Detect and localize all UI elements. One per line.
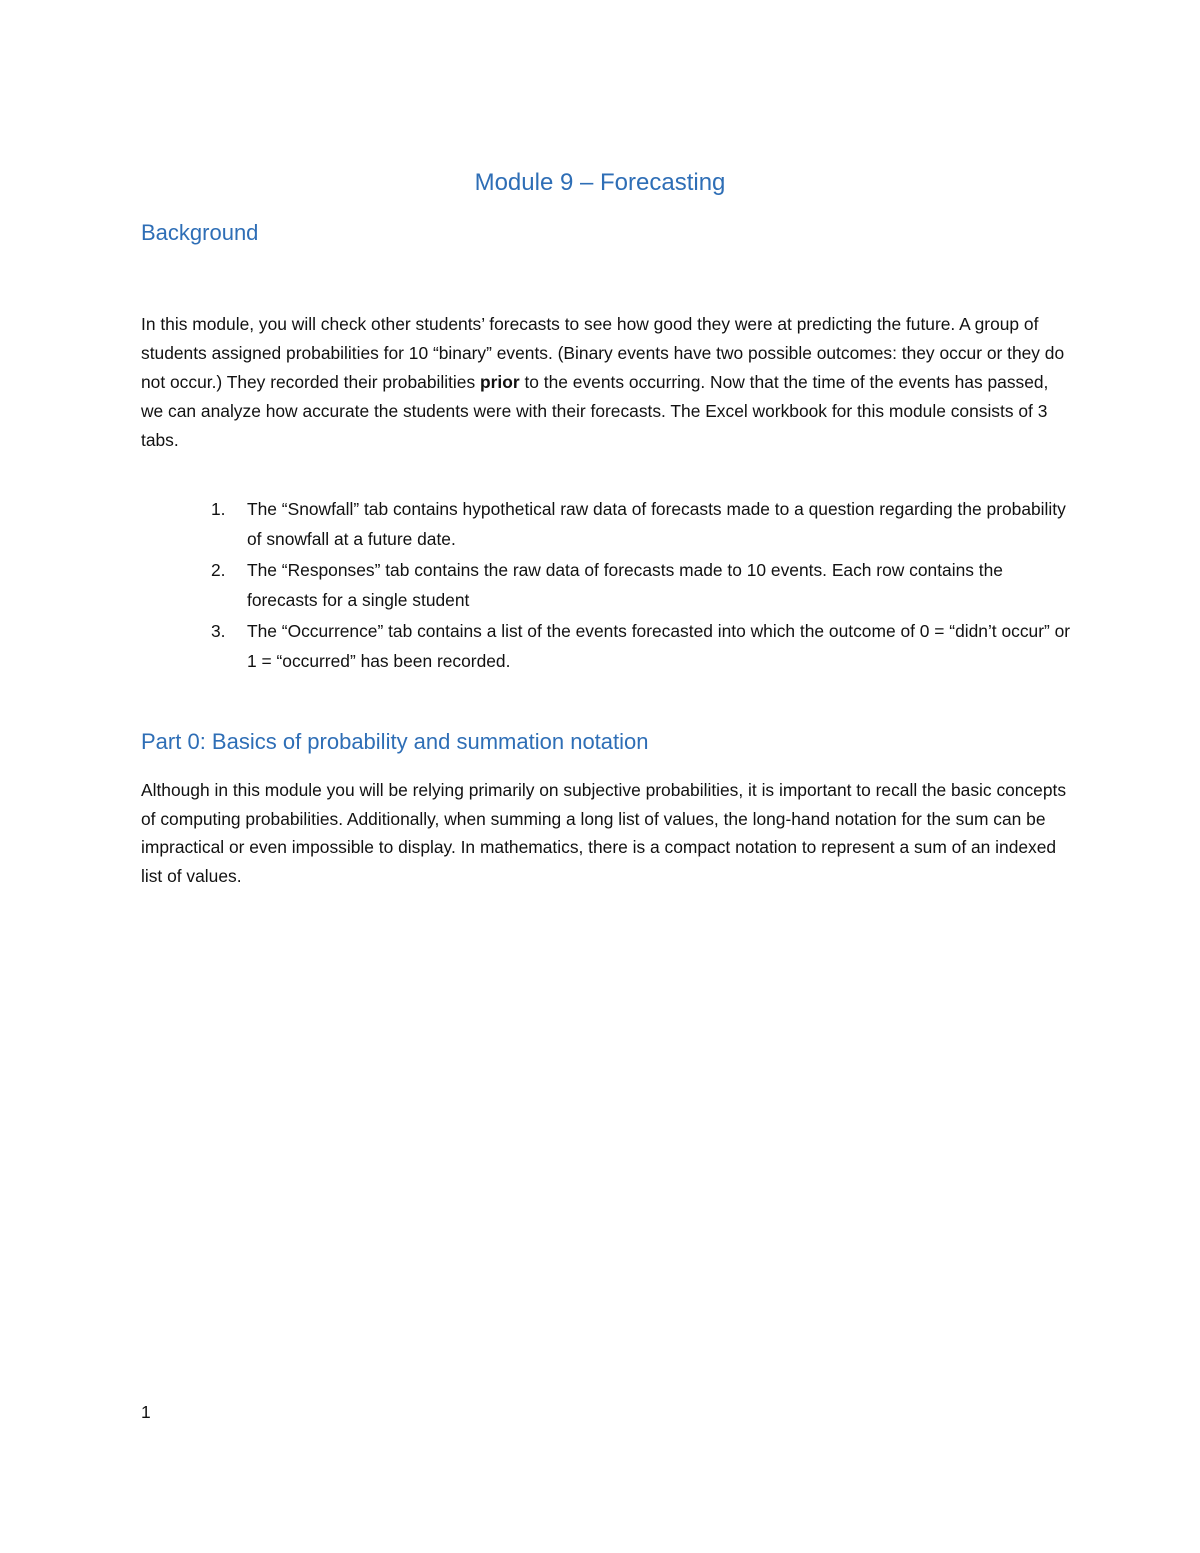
- background-heading: Background: [141, 220, 259, 245]
- list-item: [141, 555, 1071, 615]
- list-item-number: 2.: [211, 560, 226, 580]
- list-item-text: The “Responses” tab contains the raw data of forecasts made to 10 events. Each row contains the forecasts for a single student: [247, 560, 1003, 610]
- list-item-text: The “Occurrence” tab contains a list of the events forecasted into which the outcome of 0 = “didn’t occur” or 1 = “occurred” has been recorded.: [247, 621, 1071, 671]
- page-number: 1: [141, 1402, 151, 1422]
- list-item: [141, 494, 1071, 554]
- list-item-number: 1.: [211, 499, 226, 519]
- background-paragraph: [141, 310, 1071, 455]
- background-text-part2: to the events occurring. Now that the time of the events has passed, we can analyze how accurate the students were with their forecasts. The Excel workbook for this module consists of 3 tabs.: [141, 372, 1049, 450]
- list-item-number: 3.: [211, 621, 226, 641]
- list-item-text: The “Snowfall” tab contains hypothetical raw data of forecasts made to a question regarding the probability of snowfall at a future date.: [247, 499, 1066, 549]
- workbook-tabs-list: [141, 494, 1071, 677]
- background-text-part1: In this module, you will check other students’ forecasts to see how good they were at predicting the future. A group of students assigned probabilities for 10 “binary” events. (Binary events have two possible outcomes: they occur or they do not occur.) They recorded their probabilities: [141, 314, 1065, 392]
- background-emphasis-prior: prior: [479, 372, 520, 392]
- part0-heading: Part 0: Basics of probability and summation notation: [141, 729, 649, 754]
- list-item: [141, 616, 1071, 676]
- part0-paragraph: Although in this module you will be relying primarily on subjective probabilities, it is important to recall the basic concepts of computing probabilities. Additionally, when summing a long list of values, the long-hand notation for the sum can be impractical or even impossible to display. In mathematics, there is a compact notation to represent a sum of an indexed list of values.: [141, 780, 1067, 886]
- page-title: Module 9 – Forecasting: [474, 169, 726, 196]
